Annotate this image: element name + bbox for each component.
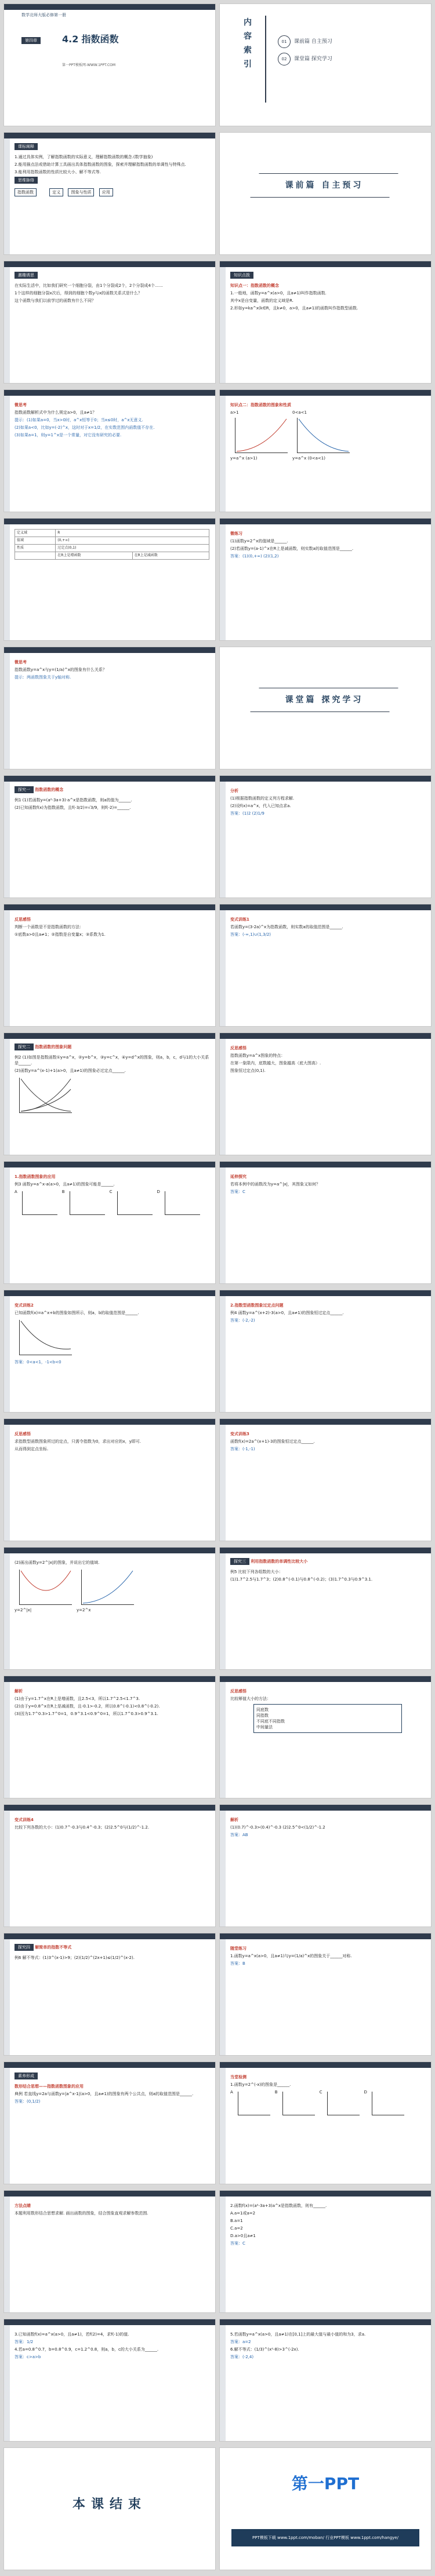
text-line: 3.能利用指数函数的性质比较大小、解不等式等. xyxy=(14,170,101,174)
slide-sidebar xyxy=(220,1039,226,1155)
curve-increasing xyxy=(235,418,288,453)
text-line: (2)若函数y=(a-1)^x在R上是减函数，则实数a的取值范围是______. xyxy=(230,546,354,551)
text-line: 图象恒过定点(0,1). xyxy=(230,1068,266,1073)
slide-end xyxy=(3,2447,216,2570)
text-line: 例6 解不等式：(1)3^(x-1)>9；(2)(1/2)^(2x+1)≤(1/2)^(x-2). xyxy=(14,1955,135,1960)
slide-class-practice xyxy=(219,1933,432,2056)
slide-ex6 xyxy=(3,1933,216,2056)
heading: 反思感悟 xyxy=(230,1046,246,1050)
slide-topbar xyxy=(220,261,431,267)
slide-var3 xyxy=(219,1418,432,1541)
curve xyxy=(20,1320,72,1355)
graph-box xyxy=(81,1570,134,1605)
slide-sidebar xyxy=(4,1811,10,1927)
slide-ex5-sol xyxy=(3,1676,216,1798)
slide-graph-abs xyxy=(3,1547,216,1670)
tag-label: 探究二 xyxy=(14,1043,34,1050)
tag-label: 探究四 xyxy=(14,1944,34,1951)
graph-box xyxy=(19,1570,72,1605)
heading: 利用指数函数的单调性比较大小 xyxy=(251,1559,308,1564)
option-graphs xyxy=(14,1189,209,1217)
text-line: 其中x是自变量，函数的定义域是R. xyxy=(230,298,293,303)
slide-literacy xyxy=(3,2061,216,2184)
slide-sidebar xyxy=(220,524,226,641)
slide-extend xyxy=(219,1161,432,1284)
graph-box xyxy=(22,1191,57,1215)
slide-topbar xyxy=(220,1419,431,1425)
graph-box xyxy=(282,2092,315,2115)
toc-label: 内 容 索 引 xyxy=(230,16,266,103)
tag-label: 知识点拨 xyxy=(230,272,253,279)
text-line: 3.已知函数f(x)=a^x(a>0，且a≠1)，若f(2)=4，求f(-1)的值. xyxy=(14,2332,129,2337)
slide-intro xyxy=(3,261,216,384)
text-line: (3)如果a=1，则y=1^x是一个常量，对它没有研究的必要. xyxy=(14,433,122,437)
text-line: (1)由于y=1.7^x在R上是增函数，且2.5<3，所以1.7^2.5<1.7^3. xyxy=(14,1696,140,1701)
text-line: 在实际生活中，比如我们研究一个细胞分裂，由1个分裂成2个，2个分裂成4个…… xyxy=(14,283,163,288)
slide-topbar xyxy=(4,1548,215,1553)
text-line: 1.函数y=2^(-x)的图象是______. xyxy=(230,2082,291,2087)
text-line: 典例 若直线y=2a与函数y=|a^x-1|(a>0，且a≠1)的图象有两个公共点，则a的取值范围是______. xyxy=(14,2092,194,2096)
text-line: 这个函数与我们以前学过的函数有什么不同？ xyxy=(14,298,96,303)
tag-label: 探究三 xyxy=(230,1558,249,1565)
slide-topbar xyxy=(220,1676,431,1682)
brand-logo: 第一PPT xyxy=(291,2474,360,2493)
slide-toc xyxy=(219,3,432,126)
answer: 答案：(1)2 (2)1/9 xyxy=(230,811,264,816)
text-line: 例3 函数y=a^x-a(a>0，且a≠1)的图象可能是______. xyxy=(14,1182,115,1187)
text-line: 在第一象限内，底数越大，图象越高（底大图高）. xyxy=(230,1061,321,1066)
toc-item-1[interactable]: 01 课前篇 自主预习 xyxy=(278,33,332,50)
slide-sidebar xyxy=(4,524,10,641)
slide-var2 xyxy=(3,1290,216,1413)
heading: 变式训练4 xyxy=(14,1818,34,1822)
text-line: (1)(0.7)^-0.3>(0.4)^-0.3 (2)2.5^0<(1/2)^-1.2 xyxy=(230,1825,325,1830)
heading: 知识点二：指数函数的图象和性质 xyxy=(230,403,291,407)
method-item: 同底数 xyxy=(256,1707,269,1712)
answer: 答案：(0,1/2) xyxy=(14,2099,41,2104)
method-item: 不同底不同指数 xyxy=(256,1719,285,1724)
slide-sidebar xyxy=(220,1553,226,1670)
chapter-tag: 第四章 xyxy=(21,33,41,46)
slide-sidebar xyxy=(220,1167,226,1284)
slide-ex2 xyxy=(3,1032,216,1155)
tag-label: 课标阐释 xyxy=(14,143,38,150)
heading: 指数函数的概念 xyxy=(35,787,64,792)
text-line: 2.能用描点法或借助计算工具画出具体指数函数的图象，探索并理解指数函数的单调性与特殊点. xyxy=(14,162,186,167)
slide-objectives xyxy=(3,132,216,255)
heading: 随堂练习 xyxy=(230,1946,246,1951)
heading: 微思考 xyxy=(14,660,27,665)
slide-table xyxy=(3,518,216,641)
slide-topbar xyxy=(220,390,431,396)
graph-box xyxy=(19,1320,72,1355)
option-a[interactable]: A.a=1或a=2 xyxy=(230,2211,256,2216)
slide-topbar xyxy=(4,519,215,524)
slide-sidebar xyxy=(220,910,226,1027)
text-line: (2)已知函数f(x)为指数函数，且f(-3/2)=√3/9，则f(-2)=______. xyxy=(14,805,131,810)
text-line: (1)1.7^2.5与1.7^3；(2)0.8^(-0.1)与0.8^(-0.2)；(3)1.7^0.3与0.9^3.1. xyxy=(230,1577,373,1582)
graph-label: 0<a<1 xyxy=(292,410,307,415)
slide-var1 xyxy=(219,904,432,1027)
slide-reflect-2 xyxy=(219,1032,432,1155)
slide-sidebar xyxy=(4,2196,10,2313)
slide-topbar xyxy=(4,647,215,653)
slide-graphs xyxy=(219,389,432,512)
slide-sidebar xyxy=(220,1296,226,1413)
curves-multiple xyxy=(20,1078,72,1112)
graph-box xyxy=(19,1078,72,1113)
map-node: 图象与性质 xyxy=(68,188,94,196)
slide-ex4 xyxy=(219,1290,432,1413)
slide-brand xyxy=(219,2447,432,2570)
curve-decreasing xyxy=(298,418,350,453)
text-line: 比较幂值大小的方法： xyxy=(230,1696,271,1701)
slide-sidebar xyxy=(4,1167,10,1284)
answer: 答案：(-2,-2) xyxy=(230,1318,255,1323)
text-line: 例1 (1)若函数y=(a²-3a+3)·a^x是指数函数，则a的值为______. xyxy=(14,798,132,802)
answer: 答案：(-1,-1) xyxy=(230,1447,255,1451)
text-line: 1个这样的细胞分裂x次后，得到的细胞个数y与x的函数关系式是什么？ xyxy=(14,291,142,295)
answer: 答案：B xyxy=(230,1961,245,1966)
slide-topbar xyxy=(4,1805,215,1811)
slide-concept xyxy=(219,261,432,384)
heading: 变式训练2 xyxy=(14,1303,34,1308)
slide-sidebar xyxy=(4,1039,10,1155)
slide-topbar xyxy=(4,776,215,782)
option-d[interactable]: D xyxy=(364,2089,409,2118)
slide-sidebar xyxy=(220,1425,226,1541)
slide-topbar xyxy=(4,1933,215,1939)
text-line: (2)画出函数y=2^|x|的图象，并说出它的值域. xyxy=(14,1560,100,1565)
graph-box xyxy=(235,418,288,453)
slide-think xyxy=(3,389,216,512)
text-line: 已知函数f(x)=a^x+b的图象如图所示，则a，b的取值范围是______. xyxy=(14,1311,139,1315)
slide-sidebar xyxy=(220,396,226,512)
slide-topbar xyxy=(220,2319,431,2325)
answer: 答案：AB xyxy=(230,1833,248,1837)
slide-topbar xyxy=(4,1162,215,1167)
brand-text: 数学北师大版必修第一册 xyxy=(21,13,66,17)
heading: 解析 xyxy=(230,1818,238,1822)
slide-sidebar xyxy=(4,653,10,769)
graph-box xyxy=(297,418,350,453)
slide-sidebar xyxy=(220,267,226,384)
heading: 微思考 xyxy=(14,403,27,407)
slide-sidebar xyxy=(4,1425,10,1541)
graph-caption: y=2^|x| xyxy=(14,1608,32,1612)
text-line: (3)因为1.7^0.3>1.7^0=1，0.9^3.1<0.9^0=1，所以1.7^0.3>0.9^3.1. xyxy=(14,1712,158,1716)
text-line: (2)设f(x)=a^x，代入已知点求a. xyxy=(230,804,291,808)
slide-sidebar xyxy=(220,2196,226,2313)
text-line: 若函数y=(3-2a)^x为指数函数，则实数a的取值范围是______. xyxy=(230,925,343,929)
option-c[interactable]: C.a=2 xyxy=(230,2226,243,2231)
slide-cover xyxy=(3,3,216,126)
slide-topbar xyxy=(4,1419,215,1425)
text-line: (1)函数y=2^x的值域是______. xyxy=(230,539,288,543)
text-line: 1.一般地，函数y=a^x(a>0，且a≠1)叫作指数函数. xyxy=(230,291,327,295)
answer: 答案：a=2 xyxy=(230,2340,251,2344)
graph-caption: y=a^x (0<a<1) xyxy=(292,456,325,461)
page-title: 4.2 指数函数 xyxy=(62,34,119,45)
text-line: 2.函数f(x)=(a²-3a+3)a^x是指数函数，则有______. xyxy=(230,2203,327,2208)
toc-items xyxy=(278,33,332,68)
slide-sidebar xyxy=(4,2325,10,2442)
text-line: 若将本例中的函数改为y=a^|x|，其图象又如何？ xyxy=(230,1182,321,1187)
answer: 答案：1/2 xyxy=(14,2340,34,2344)
map-node: 应用 xyxy=(99,188,113,196)
answer: 答案：C xyxy=(230,1190,245,1194)
answer: 答案：0<a<1，-1<b<0 xyxy=(14,1360,61,1364)
text-line: 提示：两函数图象关于y轴对称. xyxy=(14,675,71,680)
option-a[interactable]: A xyxy=(230,2089,275,2118)
slide-sidebar xyxy=(4,1296,10,1413)
text-line: 判断一个函数是不是指数函数的方法： xyxy=(14,925,84,929)
slide-topbar xyxy=(220,1548,431,1553)
slide-reflect-4 xyxy=(219,1676,432,1798)
text-line: 比较下列各数的大小：(1)0.7^-0.3与0.4^-0.3；(2)2.5^0与(1/2)^-1.2. xyxy=(14,1825,150,1830)
slide-topbar xyxy=(220,1033,431,1039)
heading: 1.指数函数图象的应用 xyxy=(14,1174,56,1179)
graph-caption: y=a^x (a>1) xyxy=(230,456,258,461)
slide-topbar xyxy=(4,2062,215,2068)
slide-topbar xyxy=(4,904,215,910)
heading: 2.指数型函数图象过定点问题 xyxy=(230,1303,284,1308)
slide-check-2 xyxy=(219,2190,432,2313)
text-line: (2)由于y=0.8^x在R上是减函数，且-0.1>-0.2，所以0.8^(-0.1)<0.8^(-0.2). xyxy=(14,1704,160,1709)
option-a[interactable]: A xyxy=(14,1189,62,1217)
graph-box xyxy=(327,2092,360,2115)
slide-sidebar xyxy=(220,2325,226,2442)
graph-box xyxy=(372,2092,404,2115)
option-d[interactable]: D.a>0且a≠1 xyxy=(230,2234,256,2238)
heading: 方法点睛 xyxy=(14,2203,31,2208)
slide-topbar xyxy=(220,1805,431,1811)
heading: 微练习 xyxy=(230,531,242,536)
heading: 指数函数的图象问题 xyxy=(35,1045,72,1049)
slide-topbar xyxy=(4,1033,215,1039)
map-root: 指数函数 xyxy=(14,188,37,196)
text-line: 2.形如y=ka^x(k∈R，且k≠0，a>0，且a≠1)的函数叫作指数型函数. xyxy=(230,306,358,311)
slide-topbar xyxy=(4,133,215,138)
heading: 变式训练1 xyxy=(230,917,249,922)
slide-method xyxy=(3,2190,216,2313)
slide-sidebar xyxy=(220,1682,226,1798)
option-b[interactable]: B xyxy=(275,2089,320,2118)
heading: 分析 xyxy=(230,789,238,793)
text-line: 指数函数y=a^x图象的特点： xyxy=(230,1053,285,1058)
option-b[interactable]: B.a=1 xyxy=(230,2219,243,2223)
slide-var4-sol xyxy=(219,1804,432,1927)
slide-topbar xyxy=(220,519,431,524)
slide-check-4 xyxy=(219,2319,432,2442)
slide-sidebar xyxy=(4,267,10,384)
heading: 延伸探究 xyxy=(230,1174,246,1179)
text-line: 函数f(x)=2a^(x+1)-3的图象恒过定点______. xyxy=(230,1439,315,1444)
slide-check-1 xyxy=(219,2061,432,2184)
slide-topbar xyxy=(220,2062,431,2068)
answer: 答案：(1)(0,+∞) (2)(1,2) xyxy=(230,554,279,559)
slide-sidebar xyxy=(220,1939,226,2056)
slide-sidebar xyxy=(4,396,10,512)
graph-exp xyxy=(77,1567,139,1613)
heading: 数形结合思想——指数函数图象的应用 xyxy=(14,2084,84,2089)
answer: 答案：c>a>b xyxy=(14,2355,41,2359)
text-line: (2)函数y=a^(x-1)+1(a>0，且a≠1)的图象必过定点______. xyxy=(14,1068,126,1073)
graph-box xyxy=(238,2092,270,2115)
curve-v xyxy=(20,1570,72,1604)
text-line: 6.解不等式：(1/3)^(x²-8)>3^(-2x). xyxy=(230,2347,299,2352)
heading: 变式训练3 xyxy=(230,1432,249,1436)
option-c[interactable]: C xyxy=(110,1189,157,1217)
text-line: 例5 比较下列各组数的大小： xyxy=(230,1570,283,1574)
text-line: 求指数型函数图象所过的定点，只需令指数为0，求出对应的x，y即可. xyxy=(14,1439,141,1444)
graph-box xyxy=(117,1191,153,1215)
slide-topbar xyxy=(220,2191,431,2196)
text-line: 5.若函数y=a^x(a>0，且a≠1)在[0,1]上的最大值与最小值的和为3，求a. xyxy=(230,2332,366,2337)
section-banner: 课前篇 自主预习 xyxy=(250,173,398,198)
tag-label: 探究一 xyxy=(14,786,34,793)
graph-a-lt-1 xyxy=(292,410,354,461)
slide-var4 xyxy=(3,1804,216,1927)
slide-topbar xyxy=(220,1933,431,1939)
slide-topbar xyxy=(220,904,431,910)
slide-practice xyxy=(219,518,432,641)
graph-caption: y=2^x xyxy=(77,1608,91,1612)
option-d[interactable]: D xyxy=(157,1189,205,1217)
text-line: 例2 (1)如图是指数函数①y=a^x，②y=b^x，③y=c^x，④y=d^x的图象，则a，b，c，d与1的大小关系是______. xyxy=(14,1055,209,1066)
slide-topbar xyxy=(4,390,215,396)
tag-label: 素养形成 xyxy=(14,2073,38,2079)
slide-sidebar xyxy=(4,1553,10,1670)
end-text: 本课结束 xyxy=(72,2497,147,2512)
text-line: ①底数a>0且a≠1；②指数是自变量x；③系数为1. xyxy=(14,932,106,937)
text-line: 4.若a=0.8^0.7，b=0.8^0.9，c=1.2^0.8，则a，b，c的大小关系为______. xyxy=(14,2347,159,2352)
slide-sidebar xyxy=(4,1682,10,1798)
text-line: 例4 函数y=a^(x+2)-3(a>0，且a≠1)的图象恒过定点______. xyxy=(230,1311,344,1315)
mind-map xyxy=(14,189,209,195)
graph-label: a>1 xyxy=(230,410,239,415)
slide-sidebar xyxy=(4,1939,10,2056)
property-table: 定义域 R 值域 (0,+∞) 性质 过定点(0,1) 在R上是增函数 在R上是减函数 xyxy=(14,529,209,560)
option-c[interactable]: C xyxy=(320,2089,364,2118)
heading: 解简单的指数不等式 xyxy=(35,1945,72,1950)
answer: 答案：(-∞,1)∪(1,3/2) xyxy=(230,932,271,937)
method-box xyxy=(253,1704,402,1733)
slide-topbar xyxy=(4,1290,215,1296)
brand-links[interactable]: PPT模板下载 www.1ppt.com/moban/ 行业PPT模板 www.1ppt.com/hangye/ xyxy=(231,2529,419,2546)
graph-box xyxy=(70,1191,105,1215)
heading: 反思感悟 xyxy=(230,1689,246,1694)
map-node: 定义 xyxy=(49,188,63,196)
text-line: 指数函数解析式中为什么规定a>0，且a≠1？ xyxy=(14,410,97,415)
slide-ex3 xyxy=(3,1161,216,1284)
text-line: 指数函数y=a^x与y=(1/a)^x的图象有什么关系？ xyxy=(14,667,107,672)
method-item: 同指数 xyxy=(256,1713,269,1718)
text-line: 1.通过具体实例，了解指数函数的实际意义，理解指数函数的概念.(数学抽象) xyxy=(14,155,153,159)
text-line: 提示：(1)如果a=0，当x>0时，a^x恒等于0；当x≤0时，a^x无意义. xyxy=(14,418,143,422)
slide-sidebar xyxy=(220,782,226,898)
heading: 反思感悟 xyxy=(14,917,31,922)
toc-item-2[interactable]: 02 课堂篇 探究学习 xyxy=(278,50,332,68)
option-graphs xyxy=(230,2089,425,2118)
slide-sidebar xyxy=(4,782,10,898)
curve-up xyxy=(82,1570,134,1604)
text-line: 从而得到定点坐标. xyxy=(14,1447,49,1451)
heading: 解析 xyxy=(14,1689,23,1694)
answer: 答案：C xyxy=(230,2241,245,2246)
slide-ex5 xyxy=(219,1547,432,1670)
slide-check-3 xyxy=(3,2319,216,2442)
slide-reflect-3 xyxy=(3,1418,216,1541)
answer: 答案：(-2,4) xyxy=(230,2355,254,2359)
heading: 知识点一：指数函数的概念 xyxy=(230,283,279,288)
slide-ex1 xyxy=(3,775,216,898)
slide-think-2 xyxy=(3,647,216,769)
slide-topbar xyxy=(4,2319,215,2325)
slide-sidebar xyxy=(4,2068,10,2184)
slide-topbar xyxy=(4,261,215,267)
footer-text: 第一PPT模板网-WWW.1PPT.COM xyxy=(62,63,116,67)
text-line: 1.函数y=a^x(a>0，且a≠1)与y=(1/a)^x的图象关于______对称. xyxy=(230,1954,352,1958)
tag-label: 激趣诱思 xyxy=(14,272,38,279)
text-line: (1)根据指数函数的定义列方程求解. xyxy=(230,796,295,801)
slide-ex1-analysis xyxy=(219,775,432,898)
slide-banner-2 xyxy=(219,647,432,769)
graph-box xyxy=(165,1191,200,1215)
slide-topbar xyxy=(4,4,215,10)
graph-abs xyxy=(14,1567,77,1613)
option-b[interactable]: B xyxy=(62,1189,110,1217)
heading: 当堂检测 xyxy=(230,2075,246,2079)
slide-topbar xyxy=(4,1676,215,1682)
slide-topbar xyxy=(220,1290,431,1296)
graph-a-gt-1 xyxy=(230,410,292,461)
slide-topbar xyxy=(220,776,431,782)
slide-topbar xyxy=(4,2191,215,2196)
slide-sidebar xyxy=(220,1811,226,1927)
section-banner: 课堂篇 探究学习 xyxy=(250,688,398,712)
slide-sidebar xyxy=(220,2068,226,2184)
slide-topbar xyxy=(220,1162,431,1167)
method-item: 中间量法 xyxy=(256,1725,273,1730)
slide-banner-1 xyxy=(219,132,432,255)
slide-reflect-1 xyxy=(3,904,216,1027)
heading: 反思感悟 xyxy=(14,1432,31,1436)
tag-label: 思维脉络 xyxy=(14,177,38,184)
text-line: 本题利用数形结合思想求解. 画出函数的图象，结合图象直观求解参数范围. xyxy=(14,2211,148,2216)
text-line: (2)如果a<0，比如y=(-2)^x，这时对于x=1/2，在实数范围内函数值不存在. xyxy=(14,425,155,430)
slide-sidebar xyxy=(4,138,10,255)
slide-sidebar xyxy=(4,910,10,1027)
